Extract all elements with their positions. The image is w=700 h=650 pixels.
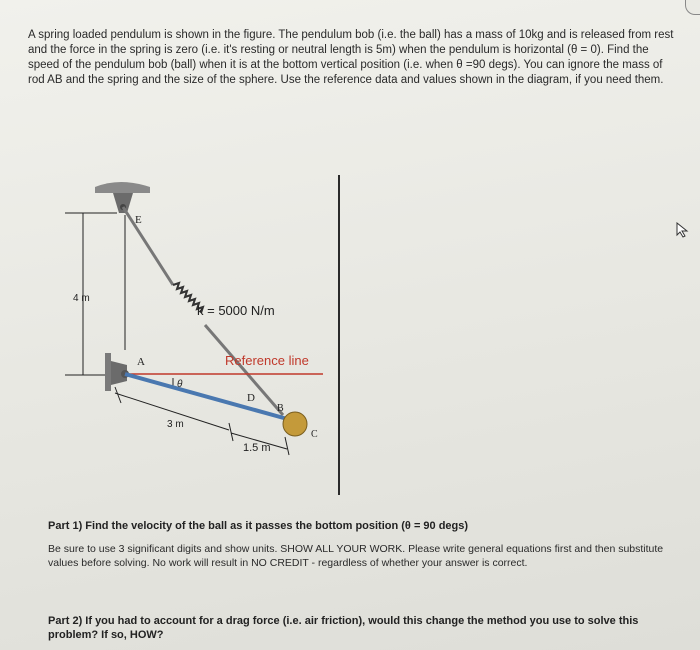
label-15m: 1.5 m xyxy=(243,442,271,454)
part1-question: Part 1) Find the velocity of the ball as it passes the bottom position (θ = 90 degs) xyxy=(48,520,469,532)
label-e: E xyxy=(135,214,142,226)
dim-15m-tick-right xyxy=(285,437,289,455)
ceiling-support xyxy=(95,182,150,193)
label-d: D xyxy=(247,392,255,404)
spring-rod-lower xyxy=(205,325,283,415)
label-4m: 4 m xyxy=(73,293,90,304)
dim-15m-tick-left xyxy=(229,423,233,441)
pendulum-diagram xyxy=(55,175,355,485)
problem-statement: A spring loaded pendulum is shown in the figure. The pendulum bob (i.e. the ball) has a mass of 10kg and is released from rest and the force in the spring is zero (i.e. it's resting or neutral length is 5m) when the pendulum is horizontal (θ = 0). Find the speed of the pendulum bob (ball) when it is at the bottom vertical position (i.e. when θ =90 degs). You can ignore the mass of rod AB and the spring and the size of the sphere. Use the reference data and values shown in the diagram, if you need them. xyxy=(28,29,674,86)
label-c: C xyxy=(311,429,318,440)
label-theta: θ xyxy=(177,379,183,390)
spring-rod-upper xyxy=(123,207,173,285)
wall-a xyxy=(105,353,111,391)
label-3m: 3 m xyxy=(167,419,184,430)
cursor-arrow-icon xyxy=(676,222,690,238)
label-k: k = 5000 N/m xyxy=(197,303,275,318)
label-b: B xyxy=(277,403,284,414)
label-reference-line: Reference line xyxy=(225,353,309,368)
section-divider xyxy=(338,175,340,495)
label-a: A xyxy=(137,356,145,368)
part2-question: Part 2) If you had to account for a drag force (i.e. air friction), would this change the method you use to solve this problem? If so, HOW? xyxy=(48,615,639,641)
part1-instructions: Be sure to use 3 significant digits and show units. SHOW ALL YOUR WORK. Please write general equations first and then substitute values before solving. No work will result in NO CREDIT - regardless of whether your answer is correct. xyxy=(48,543,664,569)
ball-c xyxy=(283,412,307,436)
